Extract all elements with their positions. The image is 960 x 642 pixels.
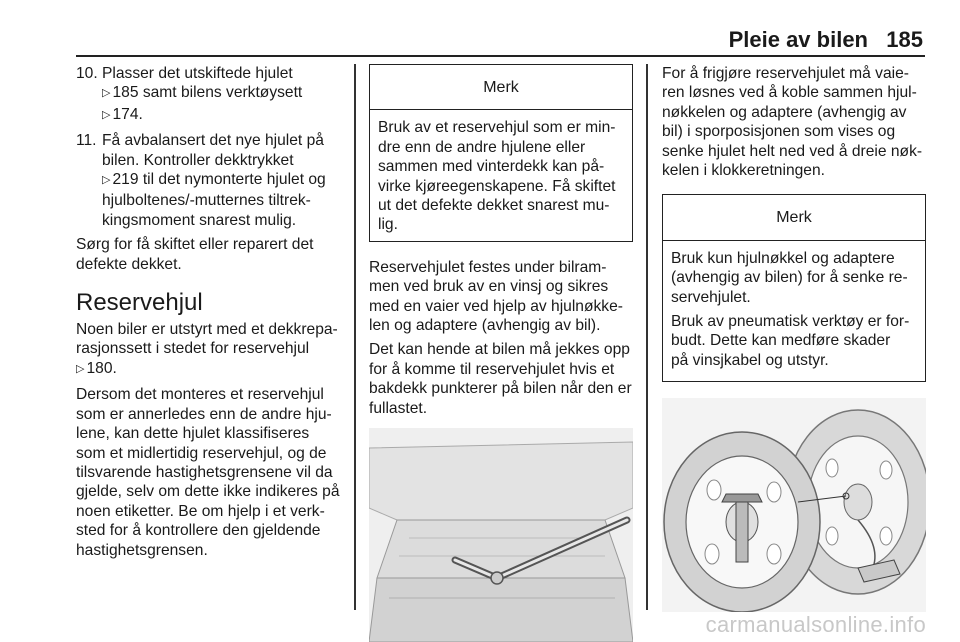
column-divider <box>354 64 356 610</box>
column-divider <box>646 64 648 610</box>
paragraph: Det kan hende at bilen må jekkes opp for å komme til reservehjulet hvis et bakdekk punkterer på bilen når den er fullastet. <box>369 341 632 417</box>
column-3 <box>662 64 926 612</box>
paragraph: Noen biler er utstyrt med et dekkrepa- rasjonssett i stedet for reservehjul ▷ 180. <box>76 320 342 380</box>
note-body: Bruk kun hjulnøkkel og adaptere (avhengig av bilen) for å senke re- servehjulet. Bruk av pneumatisk verktøy er for- budt. Dette kan medføre skader på vinsjkabel og utstyr. <box>671 249 910 369</box>
section-heading: Reservehjul <box>76 289 203 317</box>
list-number: 11. <box>76 132 97 150</box>
page-ref-icon <box>102 84 112 101</box>
paragraph: Sørg for få skiftet eller reparert det defekte dekket. <box>76 236 314 273</box>
section-title: Pleie av bilen <box>728 27 868 52</box>
page-ref-link[interactable]: 185 samt bilens verktøysett <box>112 84 303 102</box>
column-1 <box>76 64 342 565</box>
note-box <box>662 194 926 382</box>
paragraph: Reservehjulet festes under bilram- men ved bruk av en vinsj og sikres med en vaier ved hjelp av hjulnøkke- len og adaptere (avhengig av bil). <box>369 258 623 335</box>
note-title: Merk <box>370 65 632 110</box>
page-ref-icon <box>102 106 112 123</box>
list-item: 10. Plasser det utskiftede hjulet ▷ 185 samt bilens verktøysett ▷ 174. <box>76 64 342 126</box>
list-number: 10. <box>76 65 98 82</box>
paragraph: Dersom det monteres et reservehjul som er annerledes enn de andre hju- lene, kan dette hjulet klassifiseres som et midlertidig reservehjul, og de tilsvarende hastighetsgrensene vil da gjelde, selv om dette ikke indikeres på noen etiketter. Be om hjelp i et verk- sted for å kontrollere den gjeldende hastighetsgrensen. <box>76 386 340 559</box>
page-number: 185 <box>886 27 923 52</box>
page-ref-icon <box>76 360 86 377</box>
page-ref-link[interactable]: 180. <box>86 359 117 377</box>
page-ref-link[interactable]: 219 til det nymonterte hjulet og <box>112 171 326 189</box>
paragraph: For å frigjøre reservehjulet må vaie- ren løsnes ved å koble sammen hjul- nøkkelen og adaptere (avhengig av bil) i sporposisjonen som vises og senke hjulet helt ned ved å dreie nøk- kelen i klokkeretningen. <box>662 65 923 180</box>
note-title: Merk <box>663 195 925 240</box>
note-body: Bruk av et reservehjul som er min- dre enn de andre hjulene eller sammen med vinterdekk kan på- virke kjøreegenskapene. Få skiftet ut det defekte dekket snarest mu- lig. <box>378 119 616 234</box>
spare-wheel-illustration <box>662 398 926 612</box>
wheel-wrench-illustration <box>369 428 633 642</box>
header-divider <box>76 55 925 57</box>
page-ref-link[interactable]: 174. <box>112 105 143 123</box>
list-item: 11. Få avbalansert det nye hjulet på bilen. Kontroller dekktrykket ▷ 219 til det nymonterte hjulet og hjulboltenes/-mutternes tiltrek- kingsmoment snarest mulig. <box>76 131 342 230</box>
column-2 <box>369 64 633 642</box>
page-ref-icon <box>102 171 112 188</box>
watermark: carmanualsonline.info <box>705 612 926 637</box>
note-box <box>369 64 633 242</box>
